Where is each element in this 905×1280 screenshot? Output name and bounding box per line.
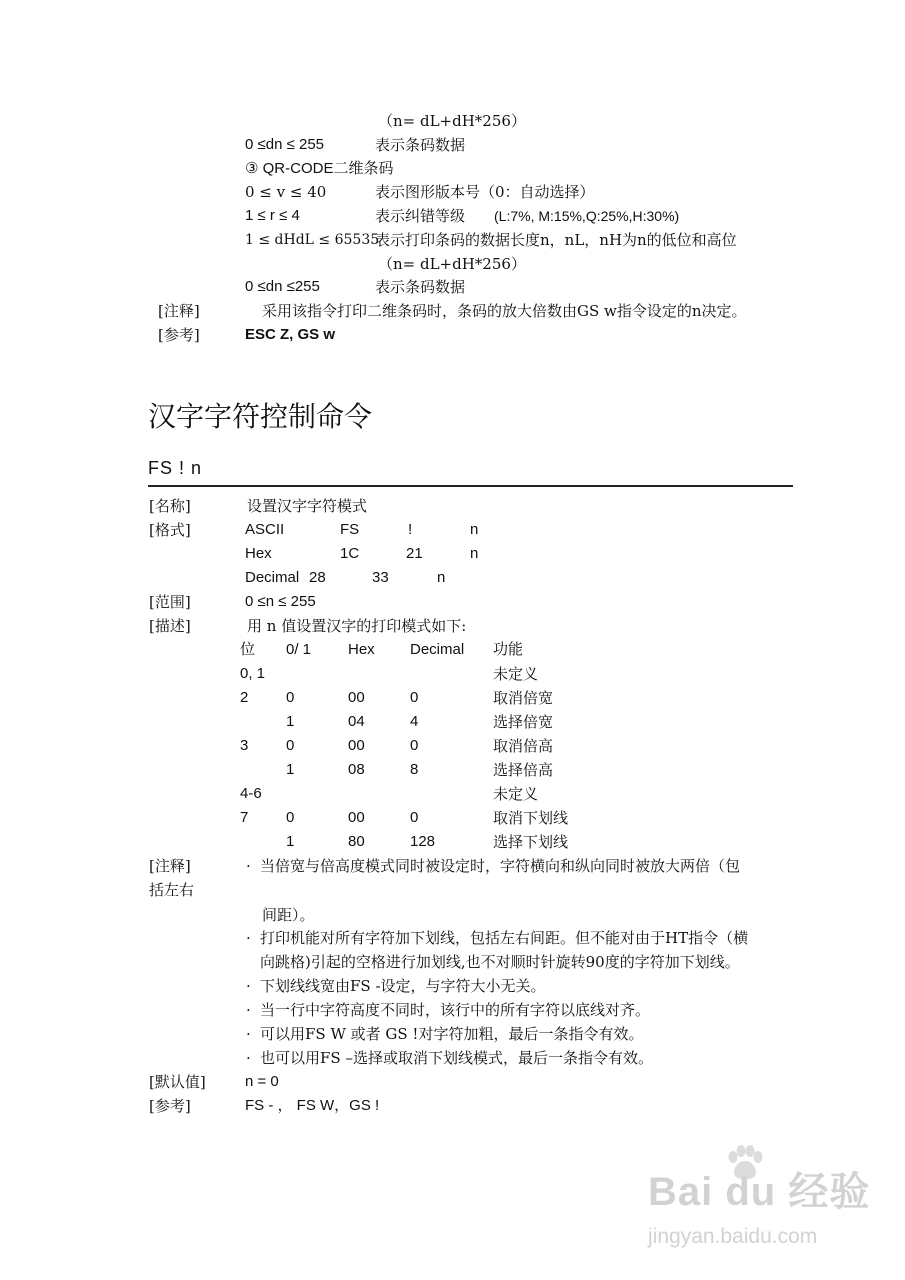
bit-table-cell: 选择倍高	[493, 761, 554, 779]
length-formula-line: （n= dL+dH*256）	[378, 112, 526, 130]
error-level-range: 1 ≤ r ≤ 4	[245, 207, 300, 224]
default-value: n = 0	[245, 1073, 279, 1090]
watermark-logo: Bai du 经验	[648, 1170, 871, 1214]
notes-label-continuation: 括左右	[149, 881, 195, 899]
bit-table-cell: 04	[348, 713, 365, 730]
note-text: 打印机能对所有字符加下划线，包括左右间距。但不能对由于HT指令（横	[260, 929, 749, 947]
bit-table-cell: 0	[410, 737, 419, 754]
format-cell: n	[437, 569, 446, 586]
bit-table-cell: 取消倍高	[493, 737, 554, 755]
note-label: [注释]	[158, 302, 200, 320]
note-text-continuation: 间距）。	[262, 906, 315, 924]
note-text: 可以用FS W 或者 GS !对字符加粗，最后一条指令有效。	[260, 1025, 644, 1043]
bit-table-cell: 7	[240, 809, 249, 826]
description-value: 用 n 值设置汉字的打印模式如下:	[247, 617, 467, 635]
note-text: 采用该指令打印二维条码时，条码的放大倍数由GS w指令设定的n决定。	[262, 302, 747, 320]
bit-table-header: 0/ 1	[286, 641, 312, 658]
note-text-continuation: 向跳格)引起的空格进行加划线,也不对顺时针旋转90度的字符加下划线。	[260, 953, 740, 971]
format-label: [格式]	[149, 521, 191, 539]
format-cell: Hex	[245, 545, 272, 562]
bit-table-cell: 未定义	[493, 665, 539, 683]
format-cell: 1C	[340, 545, 360, 562]
dn-range: 0 ≤dn ≤ 255	[245, 136, 325, 153]
bit-table-cell: 0	[286, 689, 295, 706]
bit-table-cell: 4	[410, 713, 419, 730]
bit-table-cell: 2	[240, 689, 249, 706]
data-length-description: 表示打印条码的数据长度n，nL，nH为n的低位和高位	[375, 231, 737, 249]
format-cell: n	[470, 521, 479, 538]
bit-table-cell: 00	[348, 809, 365, 826]
length-formula-line-2: （n= dL+dH*256）	[378, 255, 526, 273]
bit-table-cell: 0	[410, 809, 419, 826]
format-cell: FS	[340, 521, 360, 538]
dn-description: 表示条码数据	[375, 136, 466, 154]
reference-label: [参考]	[158, 326, 200, 344]
dn-description-2: 表示条码数据	[375, 278, 466, 296]
note-bullet: ·	[246, 977, 251, 995]
error-level-description: 表示纠错等级	[375, 207, 466, 225]
format-cell: n	[470, 545, 479, 562]
version-range: 0 ≤ v ≤ 40	[245, 183, 327, 201]
bit-table-cell: 0	[410, 689, 419, 706]
note-text: 下划线线宽由FS -设定，与字符大小无关。	[260, 977, 546, 995]
format-cell: 21	[406, 545, 423, 562]
bit-table-header: Decimal	[410, 641, 465, 658]
command-heading: FS ! n	[148, 458, 203, 478]
bit-table-cell: 1	[286, 713, 295, 730]
note-text: 也可以用FS –选择或取消下划线模式，最后一条指令有效。	[260, 1049, 653, 1067]
dn-range-2: 0 ≤dn ≤255	[245, 278, 320, 295]
notes-label: [注释]	[149, 857, 191, 875]
bit-table-cell: 0	[286, 809, 295, 826]
reference-value: FS - ， FS W，GS !	[245, 1097, 380, 1114]
format-cell: Decimal	[245, 569, 300, 586]
name-value: 设置汉字字符模式	[247, 497, 368, 515]
default-label: [默认值]	[149, 1073, 206, 1091]
note-bullet: ·	[246, 1001, 251, 1019]
bit-table-cell: 08	[348, 761, 365, 778]
note-bullet: ·	[246, 1049, 251, 1067]
bit-table-cell: 0, 1	[240, 665, 266, 682]
version-description: 表示图形版本号（0：自动选择）	[375, 183, 595, 201]
range-value: 0 ≤n ≤ 255	[245, 593, 316, 610]
bit-table-header: 功能	[493, 641, 524, 658]
error-level-values: (L:7%, M:15%,Q:25%,H:30%)	[494, 208, 680, 224]
name-label: [名称]	[149, 497, 191, 515]
bit-table-cell: 未定义	[493, 785, 539, 803]
bit-table-cell: 选择倍宽	[493, 713, 554, 731]
reference-text: ESC Z, GS w	[245, 326, 336, 343]
bit-table-cell: 取消下划线	[493, 809, 569, 827]
format-cell: 28	[309, 569, 326, 586]
format-cell: 33	[372, 569, 389, 586]
note-bullet: ·	[246, 1025, 251, 1043]
bit-table-cell: 选择下划线	[493, 833, 569, 851]
section-title: 汉字字符控制命令	[148, 400, 373, 433]
bit-table-cell: 4-6	[240, 785, 262, 802]
bit-table-cell: 80	[348, 833, 365, 850]
format-cell: ASCII	[245, 521, 285, 538]
qr-code-title: ③ QR-CODE二维条码	[245, 160, 394, 177]
format-cell: !	[408, 521, 413, 538]
note-bullet: ·	[246, 929, 251, 947]
bit-table-header: 位	[240, 641, 256, 658]
bit-table-cell: 1	[286, 761, 295, 778]
bit-table-cell: 取消倍宽	[493, 689, 554, 707]
bit-table-cell: 0	[286, 737, 295, 754]
range-label: [范围]	[149, 593, 191, 611]
bit-table-cell: 128	[410, 833, 436, 850]
watermark-url: jingyan.baidu.com	[648, 1225, 818, 1248]
data-length-range: 1 ≤ dHdL ≤ 65535	[245, 232, 380, 248]
bit-table-cell: 8	[410, 761, 419, 778]
note-text: 当一行中字符高度不同时，该行中的所有字符以底线对齐。	[260, 1001, 651, 1019]
bit-table-header: Hex	[348, 641, 375, 658]
note-text: 当倍宽与倍高度模式同时被设定时，字符横向和纵向同时被放大两倍（包	[260, 857, 741, 875]
heading-rule	[148, 485, 793, 487]
note-bullet: ·	[246, 857, 251, 875]
bit-table-cell: 00	[348, 689, 365, 706]
bit-table-cell: 00	[348, 737, 365, 754]
reference-label-2: [参考]	[149, 1097, 191, 1115]
bit-table-cell: 1	[286, 833, 295, 850]
description-label: [描述]	[149, 617, 191, 635]
bit-table-cell: 3	[240, 737, 249, 754]
